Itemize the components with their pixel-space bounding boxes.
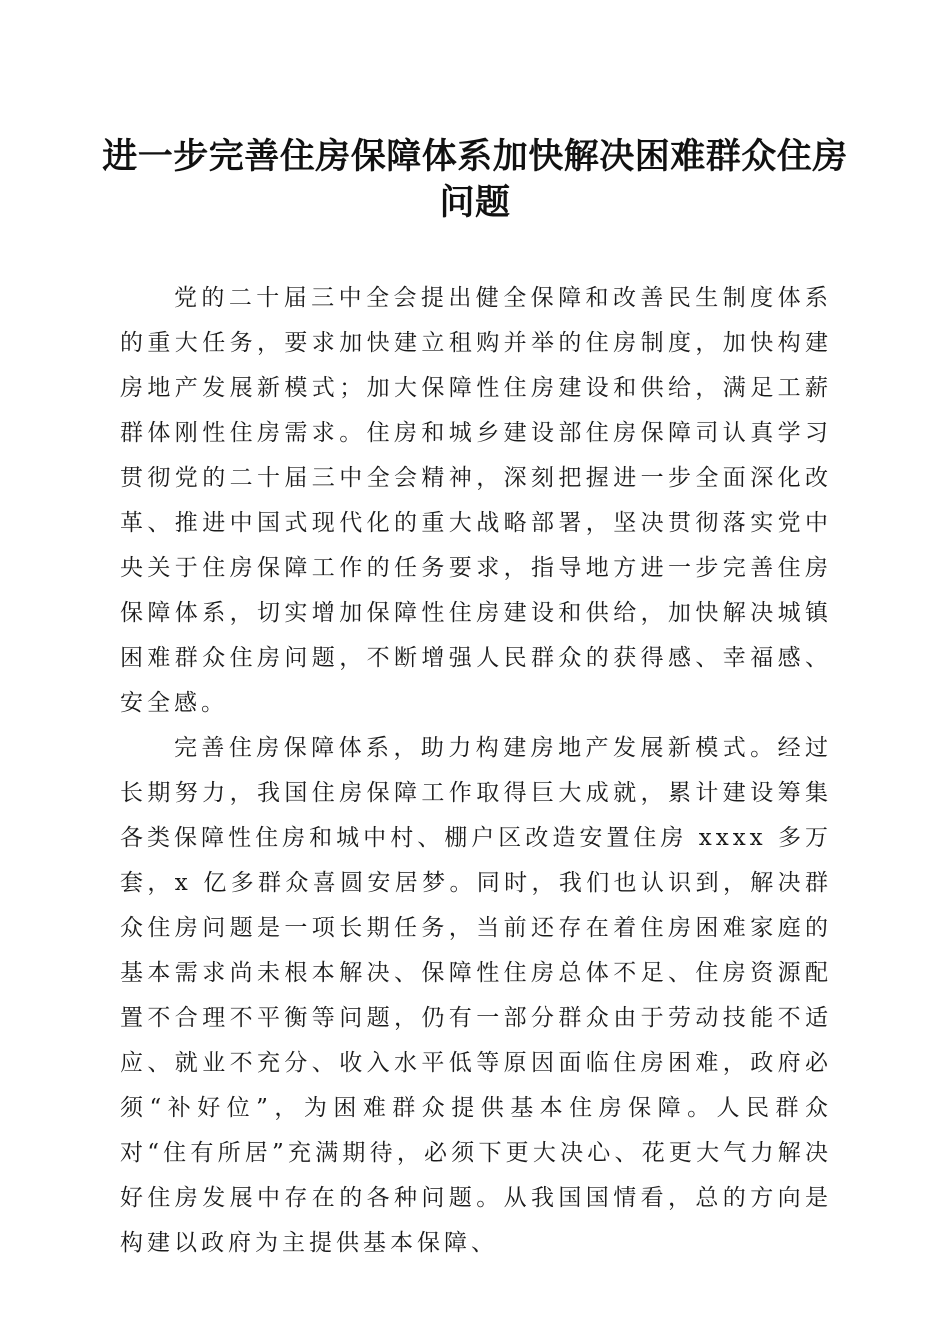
paragraph-2: 完善住房保障体系，助力构建房地产发展新模式。经过长期努力，我国住房保障工作取得巨大成就，累计建设筹集各类保障性住房和城中村、棚户区改造安置住房 xxxx 多万套，x 亿多群众喜圆安居梦。同时，我们也认识到，解决群众住房问题是一项长期任务，当前还存在着住房困难家庭的基本需求尚未根本解决、保障性住房总体不足、住房资源配置不合理不平衡等问题，仍有一部分群众由于劳动技能不适应、就业不充分、收入水平低等原因面临住房困难，政府必须“补好位”，为困难群众提供基本住房保障。人民群众对“住有所居”充满期待，必须下更大决心、花更大气力解决好住房发展中存在的各种问题。从我国国情看，总的方向是构建以政府为主提供基本保障、 — [120, 735, 832, 1256]
document-body — [120, 276, 832, 1266]
document-title: 进一步完善住房保障体系加快解决困难群众住房问题 — [102, 136, 848, 223]
paragraph-1: 党的二十届三中全会提出健全保障和改善民生制度体系的重大任务，要求加快建立租购并举的住房制度，加快构建房地产发展新模式；加大保障性住房建设和供给，满足工薪群体刚性住房需求。住房和城乡建设部住房保障司认真学习贯彻党的二十届三中全会精神，深刻把握进一步全面深化改革、推进中国式现代化的重大战略部署，坚决贯彻落实党中央关于住房保障工作的任务要求，指导地方进一步完善住房保障体系，切实增加保障性住房建设和供给，加快解决城镇困难群众住房问题，不断增强人民群众的获得感、幸福感、安全感。 — [120, 285, 832, 716]
